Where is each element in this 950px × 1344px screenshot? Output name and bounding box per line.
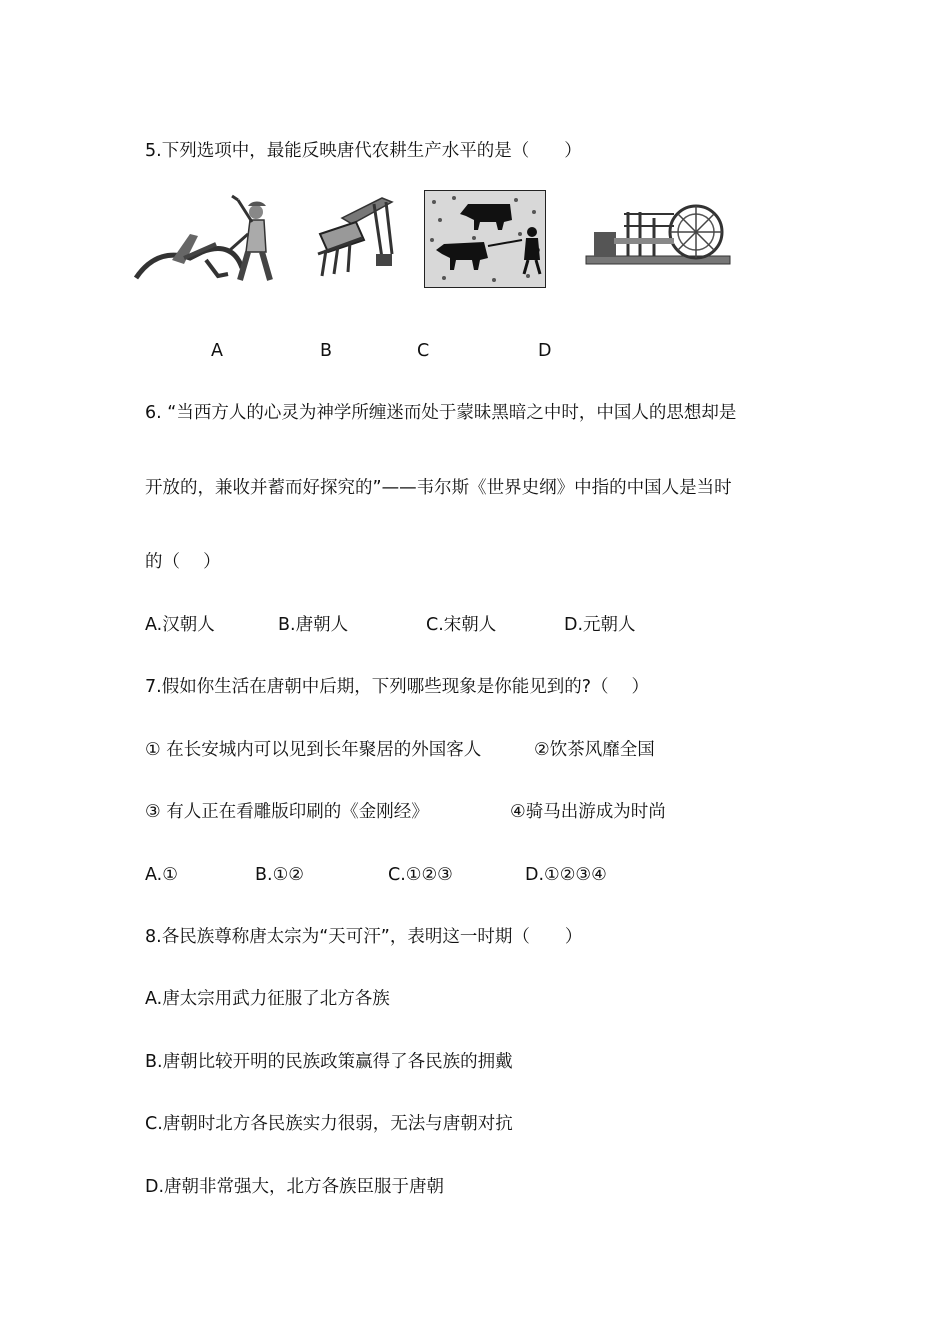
q7-item-4: ④骑马出游成为时尚: [510, 802, 666, 822]
q7-option-c: C.①②③: [388, 865, 453, 885]
q5-stem: 5.下列选项中，最能反映唐代农耕生产水平的是（ ）: [145, 141, 582, 161]
q5-figure-label-a: A: [211, 341, 223, 361]
q7-item-1: ① 在长安城内可以见到长年聚居的外国客人: [145, 740, 482, 760]
q7-option-a: A.①: [145, 865, 178, 885]
curved-shaft-plough-icon: [132, 194, 278, 286]
q7-option-d: D.①②③④: [525, 865, 607, 885]
q7-option-b: B.①②: [255, 865, 304, 885]
ox-ploughing-relief-icon: [424, 190, 546, 288]
q8-option-a: A.唐太宗用武力征服了北方各族: [145, 989, 390, 1009]
q7-item-3: ③ 有人正在看雕版印刷的《金刚经》: [145, 802, 429, 822]
q6-option-d: D.元朝人: [564, 615, 636, 635]
q5-figure-label-b: B: [320, 341, 333, 361]
q8-option-d: D.唐朝非常强大，北方各族臣服于唐朝: [145, 1177, 445, 1197]
seed-drill-icon: [312, 194, 398, 284]
q6-option-b: B.唐朝人: [278, 615, 349, 635]
q8-option-b: B.唐朝比较开明的民族政策赢得了各民族的拥戴: [145, 1052, 513, 1072]
q5-figure-label-d: D: [538, 341, 552, 361]
q6-option-c: C.宋朝人: [426, 615, 497, 635]
water-wheel-icon: [584, 198, 732, 270]
q8-option-c: C.唐朝时北方各民族实力很弱，无法与唐朝对抗: [145, 1114, 513, 1134]
q7-stem: 7.假如你生活在唐朝中后期，下列哪些现象是你能见到的?（ ）: [145, 677, 650, 697]
q6-stem-line-2: 开放的，兼收并蓄而好探究的”——韦尔斯《世界史纲》中指的中国人是当时: [145, 478, 732, 498]
q6-option-a: A.汉朝人: [145, 615, 215, 635]
q5-figure-label-c: C: [417, 341, 430, 361]
q6-stem-line-3: 的（ ）: [145, 552, 221, 572]
q6-stem-line-1: 6. “当西方人的心灵为神学所缠迷而处于蒙昧黑暗之中时，中国人的思想却是: [145, 403, 737, 423]
q8-stem: 8.各民族尊称唐太宗为“天可汗”，表明这一时期（ ）: [145, 927, 583, 947]
q7-item-2: ②饮茶风靡全国: [534, 740, 655, 760]
